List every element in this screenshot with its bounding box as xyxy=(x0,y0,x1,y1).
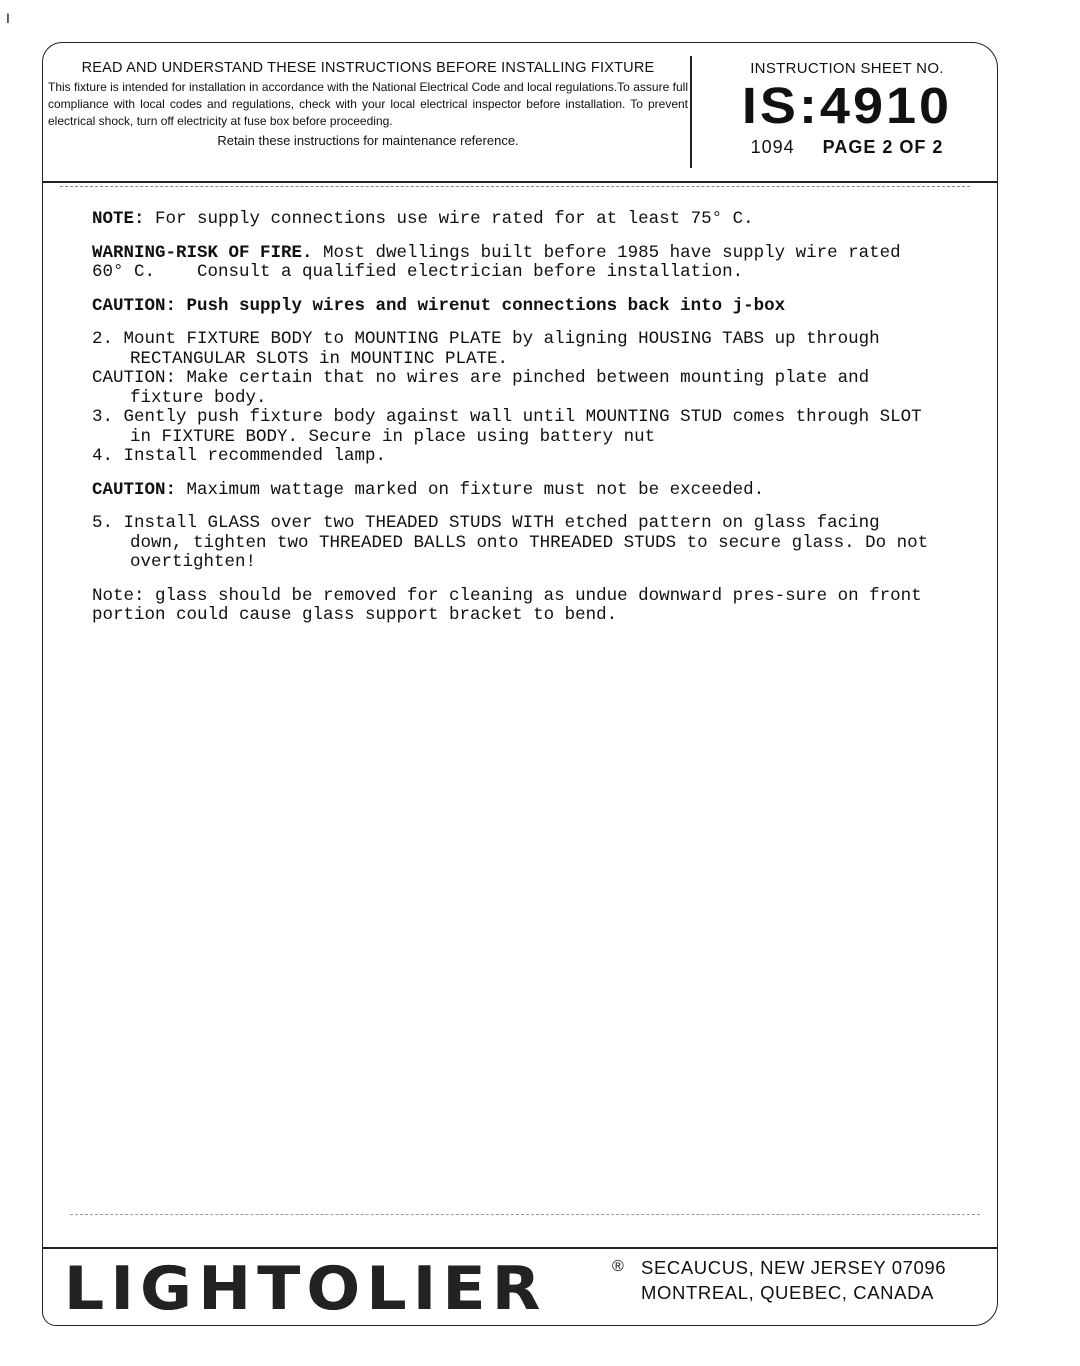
corner-mark: I xyxy=(6,10,10,26)
note-paragraph xyxy=(92,210,942,230)
instructions-content xyxy=(92,210,942,640)
glass-note: Note: glass should be removed for cleaning as undue downward pres-sure on front portion could cause glass support bracket to bend. xyxy=(92,585,933,625)
step-5: 5. Install GLASS over two THEADED STUDS WITH etched pattern on glass facing down, tighten two THREADED BALLS onto THREADED STUDS to secure glass. Do not overtighten! xyxy=(92,513,939,572)
address-line-2: MONTREAL, QUEBEC, CANADA xyxy=(641,1282,934,1303)
header-rule xyxy=(42,181,998,183)
caution-wattage xyxy=(92,481,942,501)
header-instructions xyxy=(48,56,688,148)
caution-wires: CAUTION: Make certain that no wires are pinched between mounting plate and fixture body. xyxy=(92,368,880,408)
header-title: READ AND UNDERSTAND THESE INSTRUCTIONS BEFORE INSTALLING FIXTURE xyxy=(81,60,655,76)
address-line-1: SECAUCUS, NEW JERSEY 07096 xyxy=(641,1257,947,1278)
footer-rule xyxy=(42,1247,998,1249)
header-body: This fixture is intended for installation in accordance with the National Electrical Code and local regulations.To assure full compliance with local codes and regulations, check with your local electrical inspector before installation. To prevent electrical shock, turn off electricity at fuse box before proceeding. xyxy=(48,80,688,128)
warning-paragraph xyxy=(92,244,942,283)
warning-label: WARNING-RISK OF FIRE. xyxy=(92,242,313,263)
step-4: 4. Install recommended lamp. xyxy=(92,446,387,466)
lightolier-logo xyxy=(64,1256,624,1322)
header-dashed-rule xyxy=(60,186,970,187)
footer-dashed-rule xyxy=(70,1214,980,1215)
warning-text: Most dwellings built before 1985 have supply wire rated 60° C. Consult a qualified electrician before installation. xyxy=(92,242,912,282)
header-divider xyxy=(690,56,692,168)
caution-wattage-text: Maximum wattage marked on fixture must not be exceeded. xyxy=(176,479,765,500)
sheet-page xyxy=(702,137,992,158)
sheet-info xyxy=(702,56,992,158)
caution-wattage-label: CAUTION: xyxy=(92,479,177,500)
header-retain: Retain these instructions for maintenance reference. xyxy=(217,133,519,148)
company-address xyxy=(641,1255,981,1305)
step-3: 3. Gently push fixture body against wall until MOUNTING STUD comes through SLOT in FIXTURE BODY. Secure in place using battery nut xyxy=(92,407,933,447)
page-indicator: PAGE 2 OF 2 xyxy=(822,137,944,157)
logo-text: LIGHTOLIER xyxy=(64,1254,547,1324)
registered-mark: ® xyxy=(612,1258,624,1275)
sheet-number: IS:4910 xyxy=(741,77,953,135)
header xyxy=(42,56,998,180)
caution-jbox: CAUTION: Push supply wires and wirenut connections back into j-box xyxy=(92,295,786,316)
sheet-label: INSTRUCTION SHEET NO. xyxy=(750,60,944,77)
sheet-code: 1094 xyxy=(750,137,795,157)
step-2: 2. Mount FIXTURE BODY to MOUNTING PLATE by aligning HOUSING TABS up through RECTANGULAR SLOTS in MOUNTINC PLATE. xyxy=(92,329,891,369)
note-label: NOTE: xyxy=(92,209,145,229)
note-text: For supply connections use wire rated for at least 75° C. xyxy=(144,209,754,229)
